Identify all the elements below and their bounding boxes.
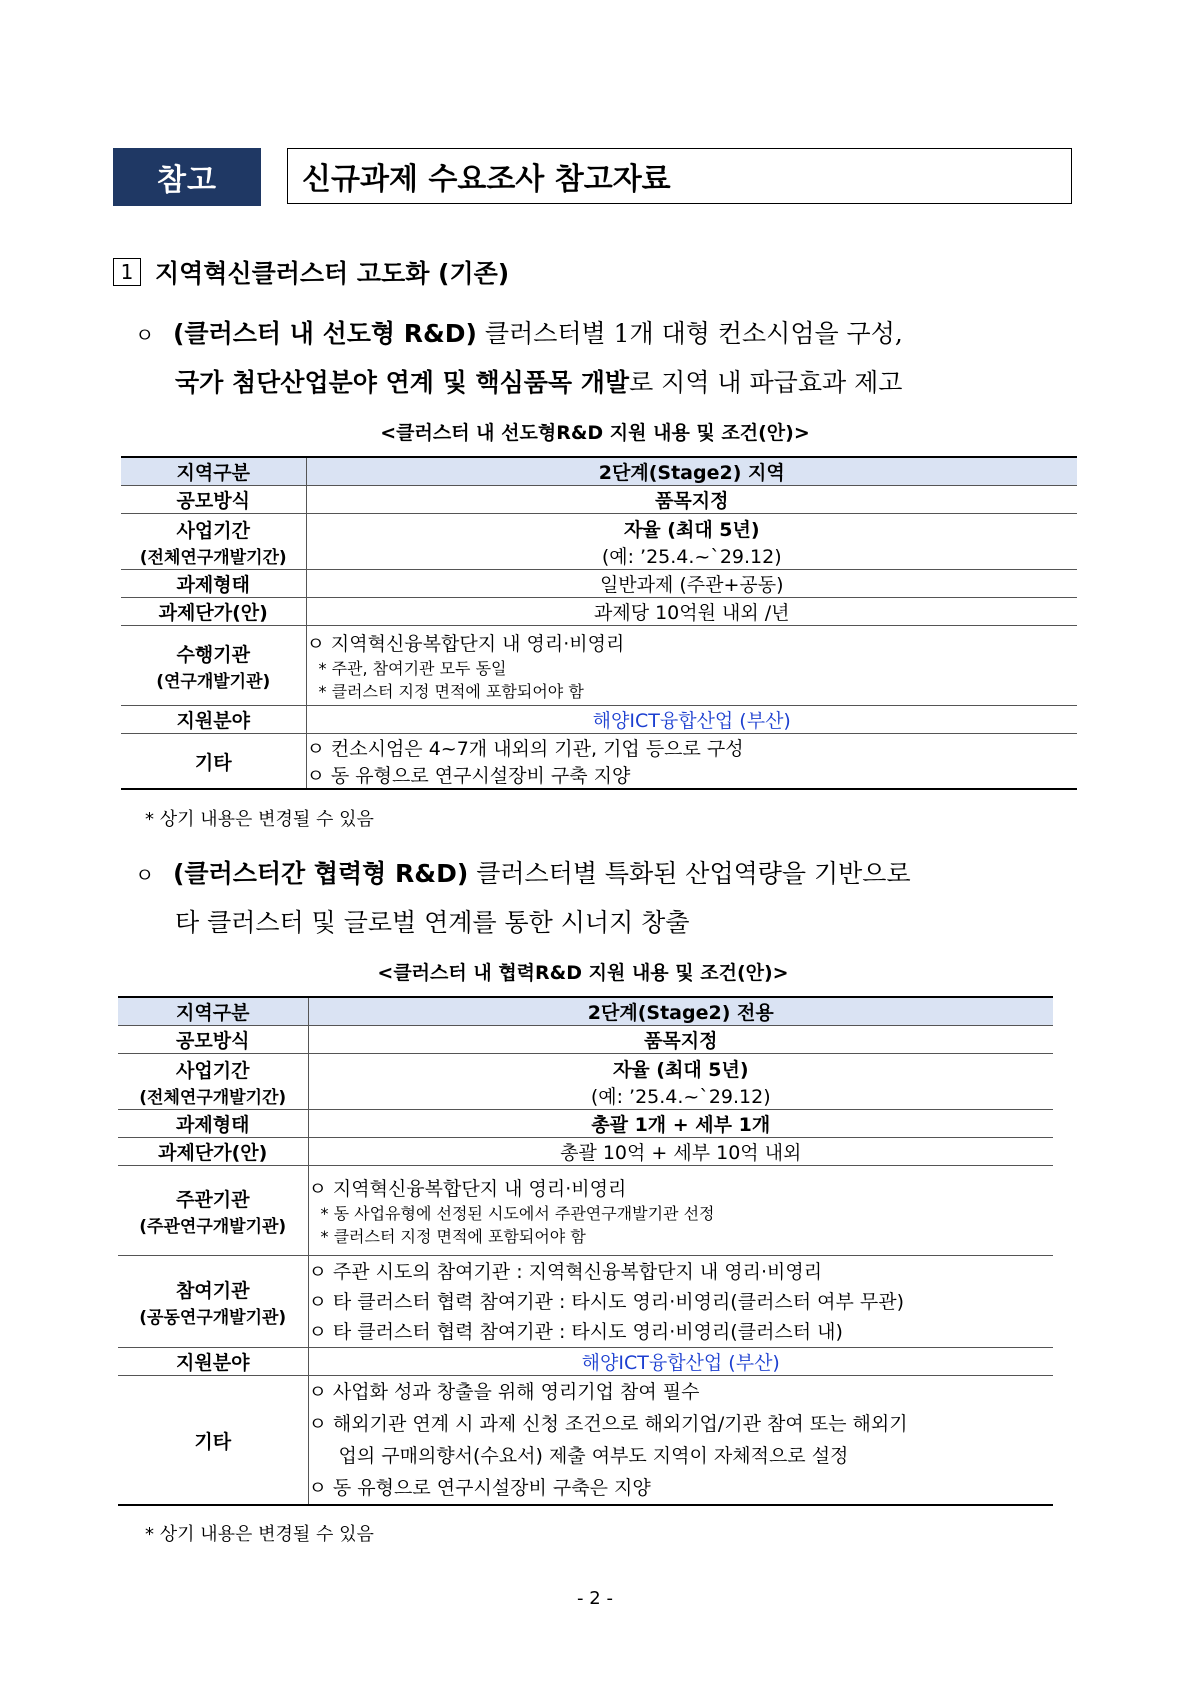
table-row bbox=[118, 1026, 1053, 1054]
table-row bbox=[121, 514, 1077, 570]
row-label: 지역구분 bbox=[121, 457, 306, 486]
table2-footnote: * 상기 내용은 변경될 수 있음 bbox=[145, 1524, 374, 1545]
row-label bbox=[121, 514, 306, 570]
row-value: 해양ICT융합산업 (부산) bbox=[308, 1348, 1053, 1376]
bullet-mark: ㅇ bbox=[135, 323, 155, 347]
bullet-text-line2: 타 클러스터 및 글로벌 연계를 통한 시너지 창출 bbox=[175, 908, 690, 937]
bullet-text: 클러스터별 1개 대형 컨소시엄을 구성, bbox=[476, 319, 903, 348]
row-value bbox=[308, 1166, 1053, 1256]
list-item: ㅇ 동 유형으로 연구시설장비 구축 지양 bbox=[306, 765, 631, 787]
label-main: 사업기간 bbox=[176, 519, 250, 542]
label-main: 수행기관 bbox=[176, 643, 250, 666]
list-item: ㅇ 동 유형으로 연구시설장비 구축은 지양 bbox=[308, 1477, 651, 1499]
row-label: 지원분야 bbox=[118, 1348, 308, 1376]
row-value bbox=[306, 626, 1077, 706]
list-item: ㅇ 해외기관 연계 시 과제 신청 조건으로 해외기업/기관 참여 또는 해외기 bbox=[308, 1413, 908, 1435]
row-value bbox=[308, 1256, 1053, 1348]
page-title bbox=[287, 148, 1072, 204]
row-label: 기타 bbox=[121, 734, 306, 790]
list-item: ㅇ 지역혁신융복합단지 내 영리·비영리 bbox=[308, 1178, 627, 1200]
section-heading bbox=[113, 254, 509, 290]
row-value: 과제당 10억원 내외 /년 bbox=[306, 598, 1077, 626]
table-row bbox=[118, 1166, 1053, 1256]
list-item: ㅇ 컨소시엄은 4~7개 내외의 기관, 기업 등으로 구성 bbox=[306, 738, 744, 760]
bullet-bold: (클러스터 내 선도형 R&D) bbox=[173, 319, 477, 348]
row-label: 지역구분 bbox=[118, 997, 308, 1026]
page-number: - 2 - bbox=[577, 1588, 613, 1609]
table-row bbox=[118, 997, 1053, 1026]
row-label bbox=[118, 1166, 308, 1256]
row-label bbox=[121, 626, 306, 706]
list-item: ㅇ 주관 시도의 참여기관 : 지역혁신융복합단지 내 영리·비영리 bbox=[308, 1260, 823, 1283]
table-row bbox=[121, 626, 1077, 706]
row-label: 기타 bbox=[118, 1376, 308, 1506]
list-item: ㅇ 타 클러스터 협력 참여기관 : 타시도 영리·비영리(클러스터 여부 무관) bbox=[308, 1290, 905, 1313]
note-item: * 동 사업유형에 선정된 시도에서 주관연구개발기관 선정 bbox=[320, 1204, 715, 1223]
bullet-collab-rnd bbox=[135, 850, 1095, 947]
row-label bbox=[118, 1054, 308, 1110]
table-row bbox=[118, 1054, 1053, 1110]
row-label: 과제형태 bbox=[121, 570, 306, 598]
table-row bbox=[118, 1376, 1053, 1506]
row-value: 품목지정 bbox=[306, 486, 1077, 514]
row-label: 공모방식 bbox=[118, 1026, 308, 1054]
row-label: 공모방식 bbox=[121, 486, 306, 514]
table-row bbox=[121, 486, 1077, 514]
page-title-text: 신규과제 수요조사 참고자료 bbox=[302, 162, 671, 197]
table-row bbox=[118, 1110, 1053, 1138]
note-item: * 클러스터 지정 면적에 포함되어야 함 bbox=[318, 682, 584, 701]
section-number: 1 bbox=[113, 258, 141, 286]
note-item: * 클러스터 지정 면적에 포함되어야 함 bbox=[320, 1227, 586, 1246]
bullet-bold-line2: 국가 첨단산업분야 연계 및 핵심품목 개발 bbox=[175, 368, 630, 397]
bullet-text: 클러스터별 특화된 산업역량을 기반으로 bbox=[468, 859, 911, 888]
row-value bbox=[306, 734, 1077, 790]
row-value: 총괄 10억 + 세부 10억 내외 bbox=[308, 1138, 1053, 1166]
label-main: 주관기관 bbox=[176, 1188, 250, 1211]
table-row bbox=[121, 598, 1077, 626]
table-row bbox=[118, 1256, 1053, 1348]
row-value: 해양ICT융합산업 (부산) bbox=[306, 706, 1077, 734]
period-example: (예: ’25.4.~`29.12) bbox=[590, 1085, 771, 1108]
row-value: 총괄 1개 + 세부 1개 bbox=[308, 1110, 1053, 1138]
table1-caption: <클러스터 내 선도형R&D 지원 내용 및 조건(안)> bbox=[380, 422, 810, 444]
table1-footnote: * 상기 내용은 변경될 수 있음 bbox=[145, 809, 374, 830]
bullet-mark: ㅇ bbox=[135, 863, 155, 887]
table-row bbox=[121, 570, 1077, 598]
row-label bbox=[118, 1256, 308, 1348]
row-label: 과제단가(안) bbox=[118, 1138, 308, 1166]
row-value: 2단계(Stage2) 지역 bbox=[306, 457, 1077, 486]
table-row bbox=[121, 734, 1077, 790]
table-row bbox=[118, 1348, 1053, 1376]
period-value: 자율 (최대 5년) bbox=[623, 518, 760, 541]
bullet-bold: (클러스터간 협력형 R&D) bbox=[173, 859, 469, 888]
row-label: 과제형태 bbox=[118, 1110, 308, 1138]
header-tag: 참고 bbox=[113, 148, 261, 206]
row-value: 2단계(Stage2) 전용 bbox=[308, 997, 1053, 1026]
table-lead-rnd bbox=[121, 456, 1077, 790]
label-sub: (전체연구개발기간) bbox=[139, 1087, 287, 1108]
list-item: ㅇ 지역혁신융복합단지 내 영리·비영리 bbox=[306, 633, 625, 655]
note-item: * 주관, 참여기관 모두 동일 bbox=[318, 659, 507, 678]
row-value bbox=[308, 1376, 1053, 1506]
row-value: 일반과제 (주관+공동) bbox=[306, 570, 1077, 598]
row-value: 품목지정 bbox=[308, 1026, 1053, 1054]
table2-caption: <클러스터 내 협력R&D 지원 내용 및 조건(안)> bbox=[377, 962, 789, 984]
bullet-text-line2: 로 지역 내 파급효과 제고 bbox=[629, 368, 903, 397]
label-sub: (전체연구개발기간) bbox=[139, 547, 287, 568]
label-main: 사업기간 bbox=[176, 1059, 250, 1082]
period-example: (예: ’25.4.~`29.12) bbox=[601, 545, 782, 568]
label-sub: (연구개발기관) bbox=[156, 671, 271, 692]
table-row bbox=[121, 706, 1077, 734]
row-value bbox=[308, 1054, 1053, 1110]
table-row bbox=[121, 457, 1077, 486]
row-label: 과제단가(안) bbox=[121, 598, 306, 626]
list-item: ㅇ 사업화 성과 창출을 위해 영리기업 참여 필수 bbox=[308, 1381, 700, 1403]
list-item-continued: 업의 구매의향서(수요서) 제출 여부도 지역이 자체적으로 설정 bbox=[338, 1445, 849, 1467]
label-sub: (주관연구개발기관) bbox=[139, 1216, 287, 1237]
label-main: 참여기관 bbox=[176, 1279, 250, 1302]
period-value: 자율 (최대 5년) bbox=[612, 1058, 749, 1081]
row-label: 지원분야 bbox=[121, 706, 306, 734]
table-collab-rnd bbox=[118, 996, 1053, 1506]
table-row bbox=[118, 1138, 1053, 1166]
section-title: 지역혁신클러스터 고도화 (기존) bbox=[155, 259, 510, 288]
row-value bbox=[306, 514, 1077, 570]
list-item: ㅇ 타 클러스터 협력 참여기관 : 타시도 영리·비영리(클러스터 내) bbox=[308, 1320, 843, 1343]
label-sub: (공동연구개발기관) bbox=[139, 1307, 287, 1328]
bullet-lead-rnd bbox=[135, 310, 1095, 407]
